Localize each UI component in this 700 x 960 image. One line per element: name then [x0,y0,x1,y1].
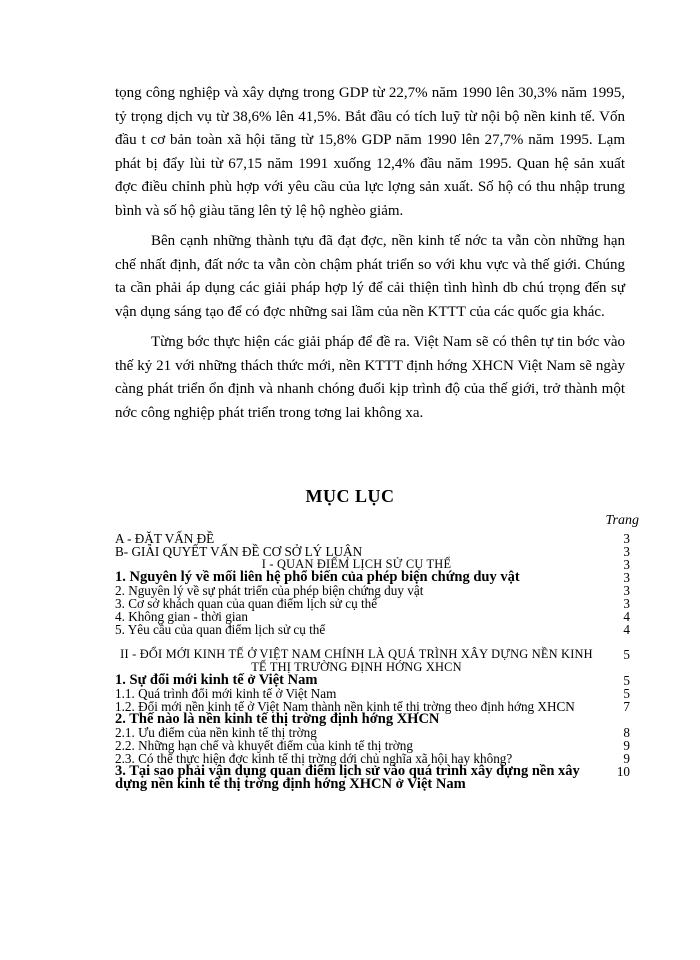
toc-entry-text: 5. Yêu cầu của quan điểm lịch sử cụ thể [115,622,326,637]
paragraph-1: tọng công nghiệp và xây dựng trong GDP từ 22,7% năm 1990 lên 30,3% năm 1995, tỷ trọng dịch vụ từ 38,6% lên 41,5%. Bắt đầu có tích luỹ từ nội bộ nền kinh tế. Vốn đầu t cơ bản toàn xã hội tăng từ 15,8% GDP năm 1990 lên 27,7% năm 1995. Lạm phát bị đẩy lùi từ 67,15 năm 1991 xuống 12,4% đầu năm 1995. Quan hệ sản xuất đợc điều chỉnh phù hợp với yêu cầu của lực lợng sản xuất. Số hộ có thu nhập trung bình và số hộ giàu tăng lên tỷ lệ hộ nghèo giảm. [115,85,625,219]
toc-entry-text: A - ĐẶT VẤN ĐỀ [115,531,215,546]
toc-entry [115,765,630,791]
toc-entry-page: 7 [623,699,630,714]
toc-entry-page: 5 [623,673,630,688]
toc-entry-text: 2. Nguyên lý về sự phát triển của phép biện chứng duy vật [115,583,424,598]
toc-entry-text: 4. Không gian - thời gian [115,609,248,624]
paragraph-3: Từng bớc thực hiện các giải pháp để đề ra. Việt Nam sẽ có thên tự tin bớc vào thế kỷ 21 với những thách thức mới, nền KTTT định hớng XHCN Việt Nam sẽ ngày càng phát triển ổn định và nhanh chóng đuổi kịp trình độ của thế giới, trở thành một nớc công nghiệp phát triển trong tơng lai không xa. [115,334,625,421]
toc-entry-page: 4 [623,622,630,637]
toc-title: MỤC LỤC [305,486,395,506]
toc-entry-page: 9 [623,751,630,766]
body-text [115,82,625,432]
toc-entry-page: 4 [623,609,630,624]
toc-entry-text: 1. Sự đổi mới kinh tế ở Việt Nam [115,672,318,688]
toc-entry-text: I - QUAN ĐIỂM LỊCH SỬ CỤ THỂ [261,557,452,571]
toc-entry-text: B- GIẢI QUYẾT VẤN ĐỀ CƠ SỞ LÝ LUẬN [115,544,363,559]
toc-entry-text: 2.3. Có thể thực hiện đợc kinh tế thị trờng dới chủ nghĩa xã hội hay không? [115,751,513,766]
toc-entry-page: 3 [623,570,630,585]
toc-entry-text: 3. Cơ sở khách quan của quan điểm lịch sử cụ thể [115,596,378,611]
toc-entry-page: 5 [623,686,630,701]
toc-entry-text: 1.1. Quá trình đổi mới kinh tế ở Việt Nam [115,686,337,701]
toc-entry-page: 3 [623,544,630,559]
toc-entry-page: 3 [623,583,630,598]
table-of-contents [115,532,630,791]
toc-entry-page: 10 [616,764,630,779]
toc-entry-text: II - ĐỔI MỚI KINH TẾ Ở VIỆT NAM CHÍNH LÀ QUÁ TRÌNH XÂY DỰNG NỀN KINH TẾ THỊ TRƯỜNG ĐỊNH HỚNG XHCN [120,647,593,674]
toc-entry [115,623,630,636]
toc-entry-text: 1. Nguyên lý về mối liên hệ phổ biến của phép biện chứng duy vật [115,569,520,585]
toc-entry-page: 3 [623,596,630,611]
toc-section-heading [115,648,630,674]
toc-entry-text: 1.2. Đổi mới nền kinh tế ở Việt Nam thành nền kinh tế thị trờng theo định hớng XHCN [115,699,575,714]
toc-entry-page: 9 [623,738,630,753]
toc-page-header: Trang [605,513,639,528]
paragraph-2: Bên cạnh những thành tựu đã đạt đợc, nền kinh tế nớc ta vẫn còn những hạn chế nhất định, đất nớc ta vẫn còn chậm phát triển so với khu vực và thế giới. Chúng ta cần phải áp dụng các giải pháp hợp lý để cải thiện tình hình db chú trọng đến sự vận dụng sáng tạo để có đợc những sai lầm của nền KTTT của các quốc gia khác. [115,233,625,320]
toc-entry-page: 8 [623,725,630,740]
toc-entry-page: 3 [623,531,630,546]
toc-entry-text: 2.2. Những hạn chế và khuyết điểm của kinh tế thị trờng [115,738,413,753]
toc-entry-text: 2.1. Ưu điểm của nền kinh tế thị trờng [115,725,317,740]
toc-entry-page: 3 [623,557,630,572]
toc-entry-page: 5 [623,647,630,662]
toc-entry-text: 3. Tại sao phải vận dụng quan điểm lịch sử vào quá trình xây dựng nền xây dựng nền kinh tế thị trờng định hớng XHCN ở Việt Nam [115,763,580,792]
toc-entry-text: 2. Thế nào là nền kinh tế thị trờng định hớng XHCN [115,711,440,727]
